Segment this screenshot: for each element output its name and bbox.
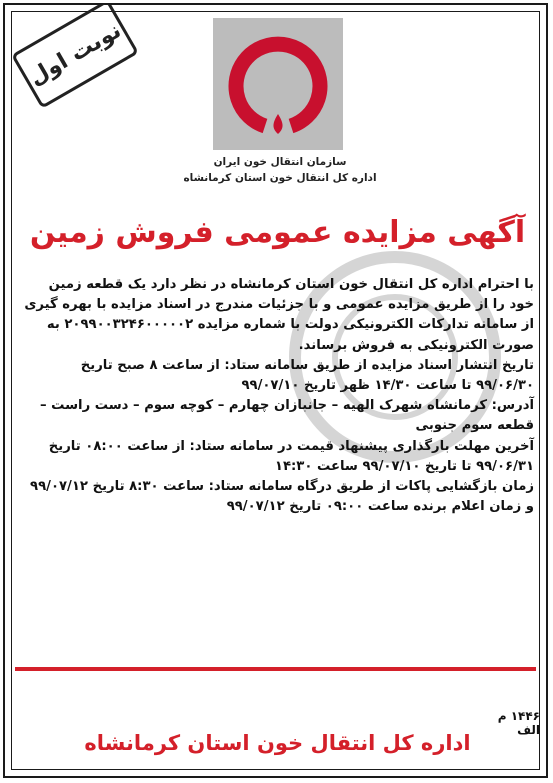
ad-code: ۱۴۴۶ م الف bbox=[497, 709, 540, 737]
footer-divider bbox=[15, 667, 536, 671]
blood-transfusion-logo bbox=[213, 18, 343, 150]
opening-paragraph: زمان بازگشایی پاکات از طریق درگاه سامانه ستاد: ساعت ۸:۳۰ تاریخ ۹۹/۰۷/۱۲ و زمان اعلام برنده ساعت ۰۹:۰۰ تاریخ ۹۹/۰۷/۱۲ bbox=[30, 479, 534, 515]
publish-paragraph: تاریخ انتشار اسناد مزایده از طریق سامانه ستاد: از ساعت ۸ صبح تاریخ ۹۹/۰۶/۳۰ تا ساعت ۱۴/۳۰ ظهر تاریخ ۹۹/۰۷/۱۰ bbox=[80, 357, 534, 394]
stamp-text: نوبت اول bbox=[24, 17, 126, 91]
address-paragraph: آدرس: کرمانشاه شهرک الهیه – جانبازان چهارم – کوچه سوم – دست راست – قطعه سوم جنوبی bbox=[39, 398, 534, 434]
announcement-body bbox=[23, 275, 534, 517]
headline: آگهی مزایده عمومی فروش زمین bbox=[29, 215, 526, 250]
advertisement-frame bbox=[3, 3, 548, 778]
deadline-paragraph: آخرین مهلت بارگذاری پیشنهاد قیمت در سامانه ستاد: از ساعت ۰۸:۰۰ تاریخ ۹۹/۰۶/۳۱ تا تاریخ ۹۹/۰۷/۱۰ ساعت ۱۴:۳۰ bbox=[48, 438, 534, 474]
blood-drop-ring-icon bbox=[213, 18, 343, 150]
org-subname: اداره کل انتقال خون استان کرمانشاه bbox=[183, 172, 377, 184]
intro-paragraph: با احترام اداره کل انتقال خون استان کرمانشاه در نظر دارد یک قطعه زمین خود را از طریق مزایده عمومی و با جزئیات مندرج در اسناد مزایده با بهره گیری از سامانه تدارکات الکترونیکی دولت با شماره مزایده ۲۰۹۹۰۰۳۲۴۶۰۰۰۰۰۲ به صورت الکترونیکی به فروش برساند. bbox=[24, 277, 534, 353]
org-name: سازمان انتقال خون ایران bbox=[213, 156, 347, 168]
signature: اداره کل انتقال خون استان کرمانشاه bbox=[84, 731, 471, 755]
